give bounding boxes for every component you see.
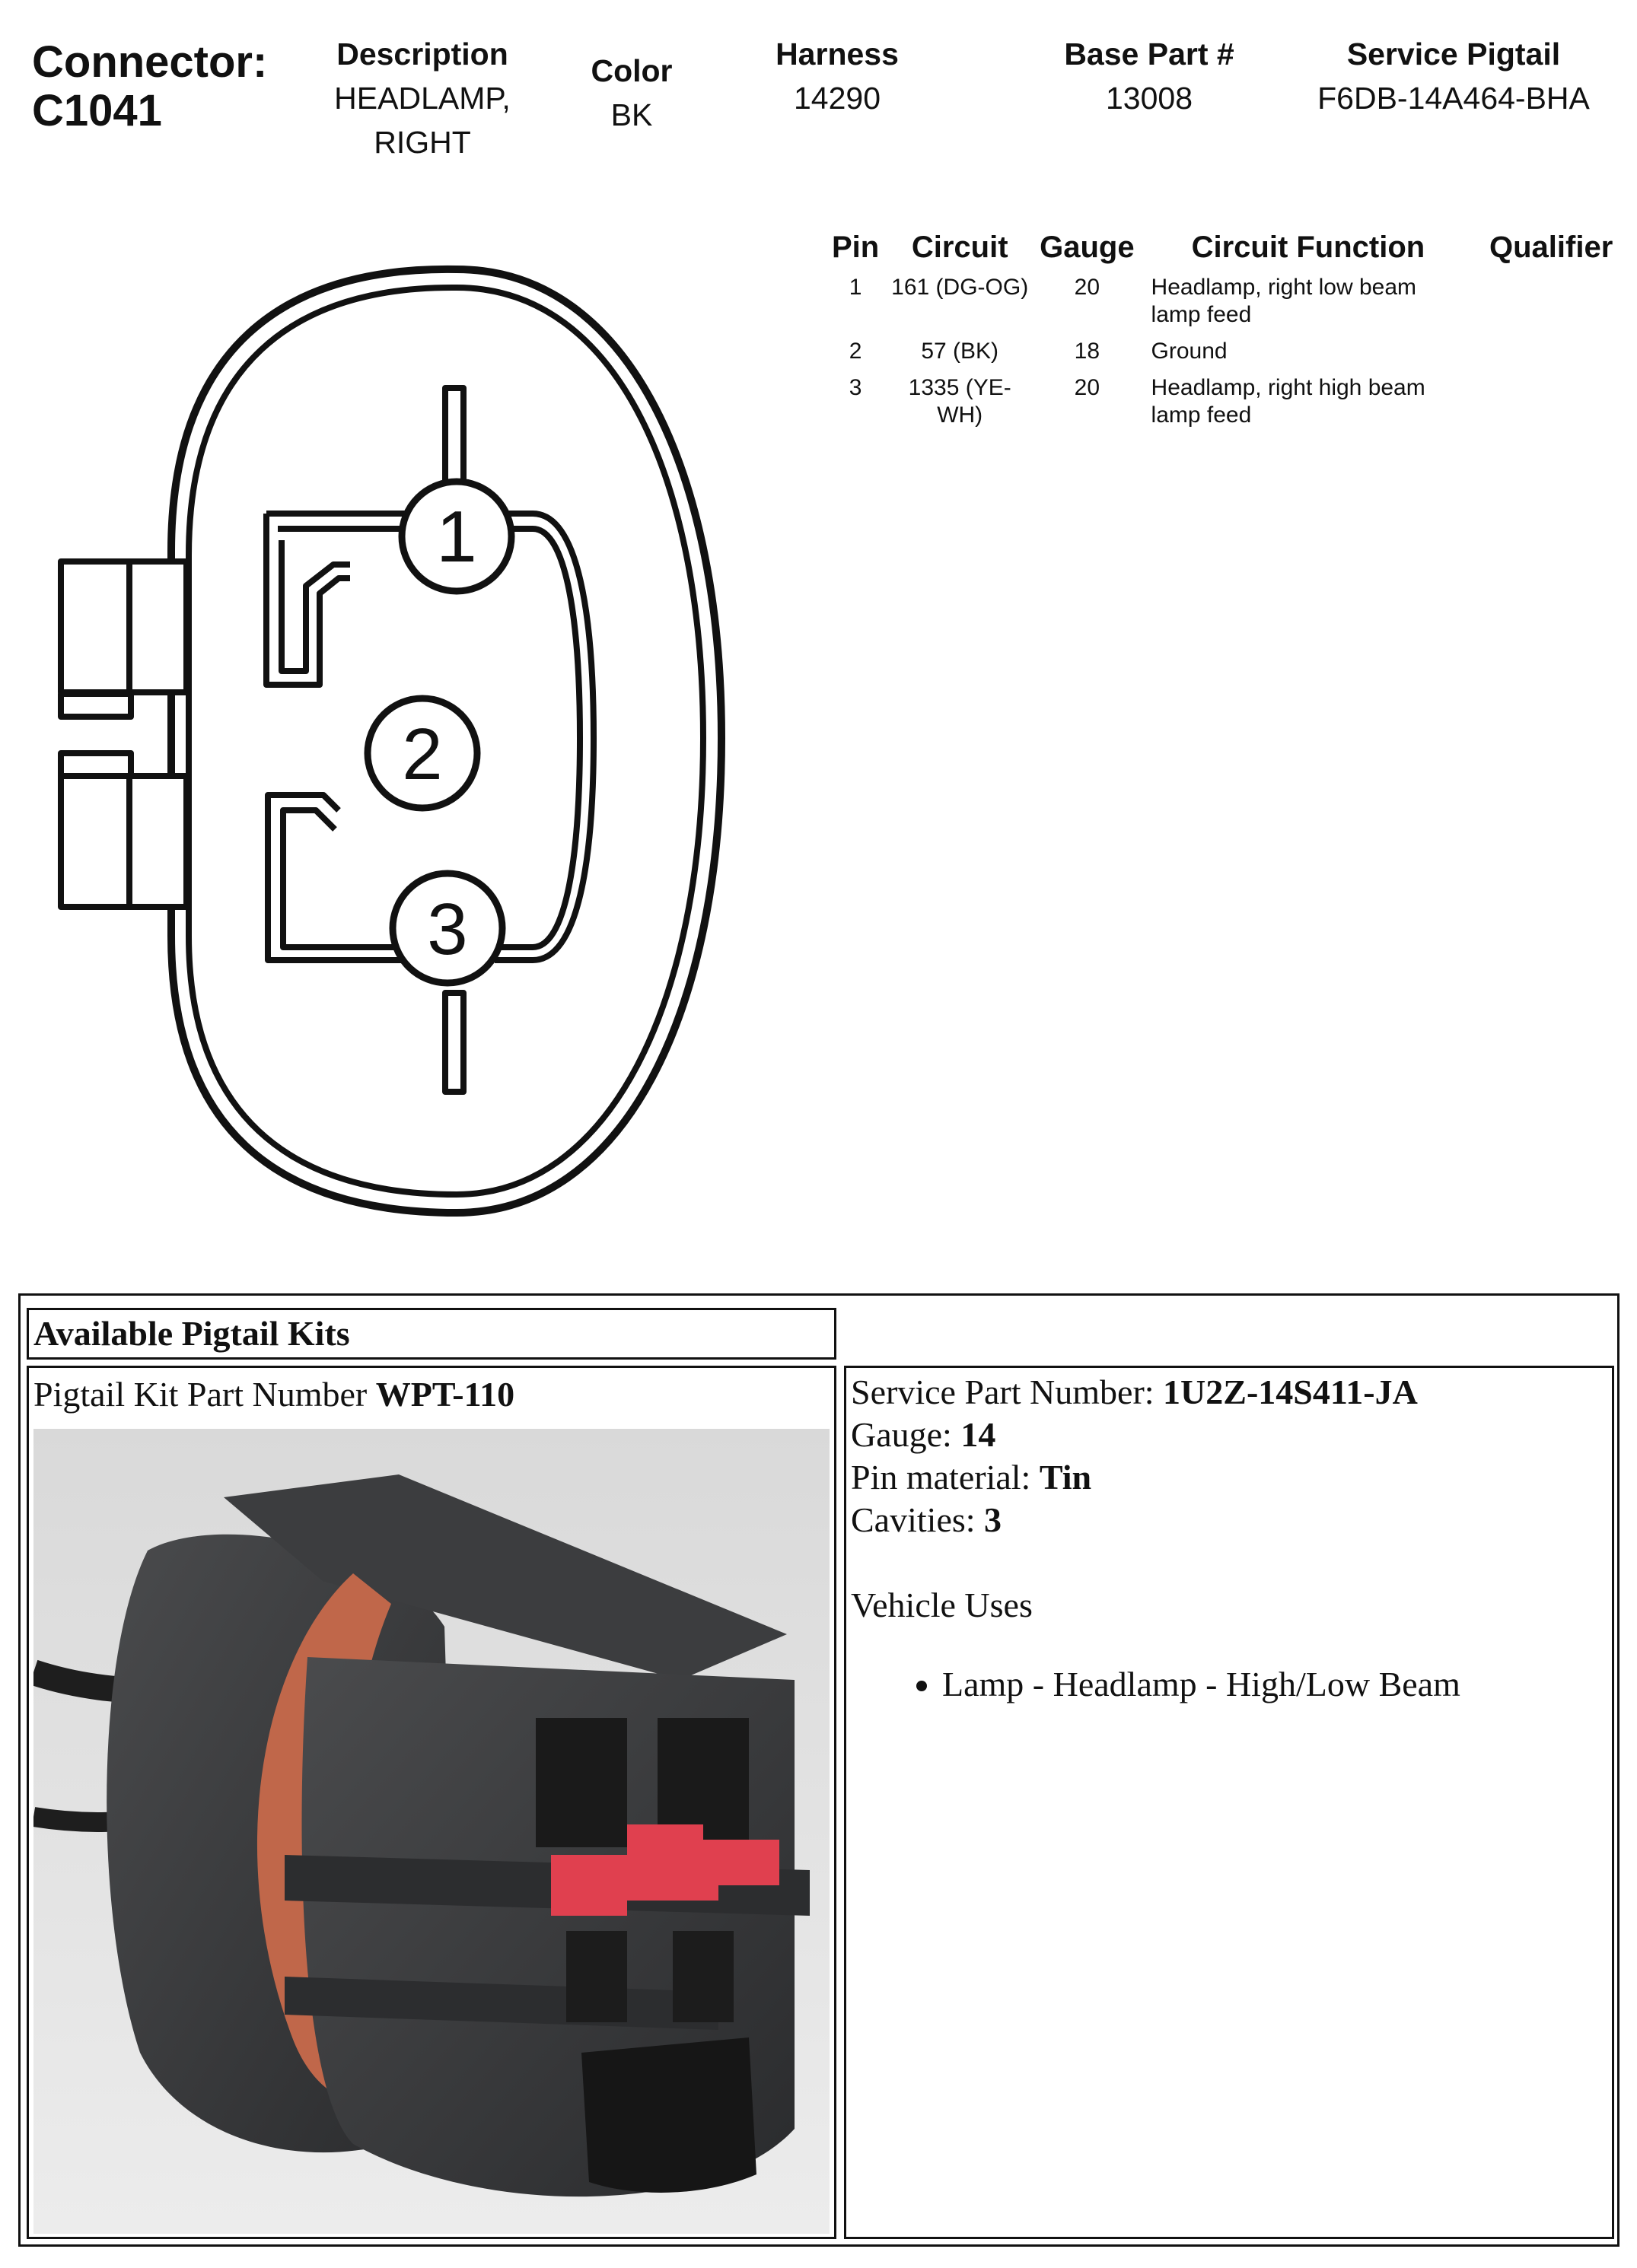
gauge-label: Gauge: [851,1415,952,1454]
kit-number: WPT-110 [375,1375,515,1414]
base-part-value: 13008 [1105,81,1193,116]
description-header: Description [336,37,508,72]
service-pigtail-header: Service Pigtail [1346,37,1561,72]
pin-material-value: Tin [1039,1458,1092,1497]
pin-cell: 3 [849,375,862,400]
qualifier-header: Qualifier [1489,230,1613,264]
qualifier-cell [1465,272,1637,336]
cavities-label: Cavities: [851,1500,976,1539]
pigtail-kits-panel [18,1293,1619,2247]
harness-header: Harness [776,37,899,72]
base-part-header: Base Part # [1064,37,1234,72]
pin-2-label: 2 [402,714,443,795]
pigtail-kit-cell [27,1366,836,2239]
connector-title [32,38,267,135]
connector-photo [33,1429,830,2234]
service-pigtail-column [1294,32,1613,120]
pin-material-label: Pin material: [851,1458,1031,1497]
function-cell: Headlamp, right high beam lamp feed [1151,375,1425,428]
pin-3-marker [393,873,502,983]
harness-value: 14290 [793,81,881,116]
gauge-cell: 18 [1074,339,1100,364]
pigtail-kit-part-number [33,1374,514,1414]
gauge-cell: 20 [1074,275,1100,300]
connector-label: Connector: [32,37,268,87]
pigtail-kits-title: Available Pigtail Kits [27,1308,836,1360]
circuit-cell: 161 (DG-OG) [891,275,1029,300]
gauge-value: 14 [960,1415,996,1454]
gauge-line [851,1414,1612,1456]
kit-label-text: Pigtail Kit Part Number [33,1375,368,1414]
gauge-header: Gauge [1040,230,1135,264]
service-pigtail-value: F6DB-14A464-BHA [1317,81,1590,116]
description-line1: HEADLAMP, [334,81,511,116]
pin-1-marker [402,482,511,591]
color-column [563,49,700,137]
base-part-column [1035,32,1263,120]
connector-id: C1041 [32,86,162,135]
circuit-cell: 1335 (YE-WH) [908,375,1011,428]
service-part-value: 1U2Z-14S411-JA [1163,1373,1418,1411]
table-row [822,336,1637,373]
vehicle-uses-list [851,1663,1612,1706]
gauge-cell: 20 [1074,375,1100,400]
top-key-post [445,388,463,487]
circuit-header: Circuit [911,230,1008,264]
pin-cell: 2 [849,339,862,364]
pin-1-label: 1 [436,496,477,577]
pin-table-header-row [822,222,1637,272]
pin-material-line [851,1456,1612,1499]
description-line2: RIGHT [374,125,471,160]
function-cell: Ground [1151,339,1228,364]
pin-table [822,222,1637,437]
bottom-key-post [445,993,463,1092]
service-part-label: Service Part Number: [851,1373,1154,1411]
color-header: Color [591,53,673,88]
table-row [822,373,1637,437]
pin-cell: 1 [849,275,862,300]
cavities-value: 3 [984,1500,1002,1539]
connector-face-diagram [46,251,731,1240]
qualifier-cell [1465,373,1637,437]
pin-3-label: 3 [427,889,468,970]
cavities-line [851,1499,1612,1541]
list-item: • Lamp - Headlamp - High/Low Beam [942,1663,1612,1706]
pin-2-marker [368,698,477,808]
harness-column [731,32,944,120]
qualifier-cell [1465,336,1637,373]
circuit-cell: 57 (BK) [921,339,999,364]
function-header: Circuit Function [1191,230,1425,264]
pin-header: Pin [831,230,880,264]
description-column [304,32,540,164]
vehicle-uses-label: Vehicle Uses [851,1586,1033,1624]
color-value: BK [610,97,653,132]
function-cell: Headlamp, right low beam lamp feed [1151,275,1417,327]
table-row [822,272,1637,336]
pigtail-details-cell [844,1366,1614,2239]
service-part-number-line [851,1371,1612,1414]
